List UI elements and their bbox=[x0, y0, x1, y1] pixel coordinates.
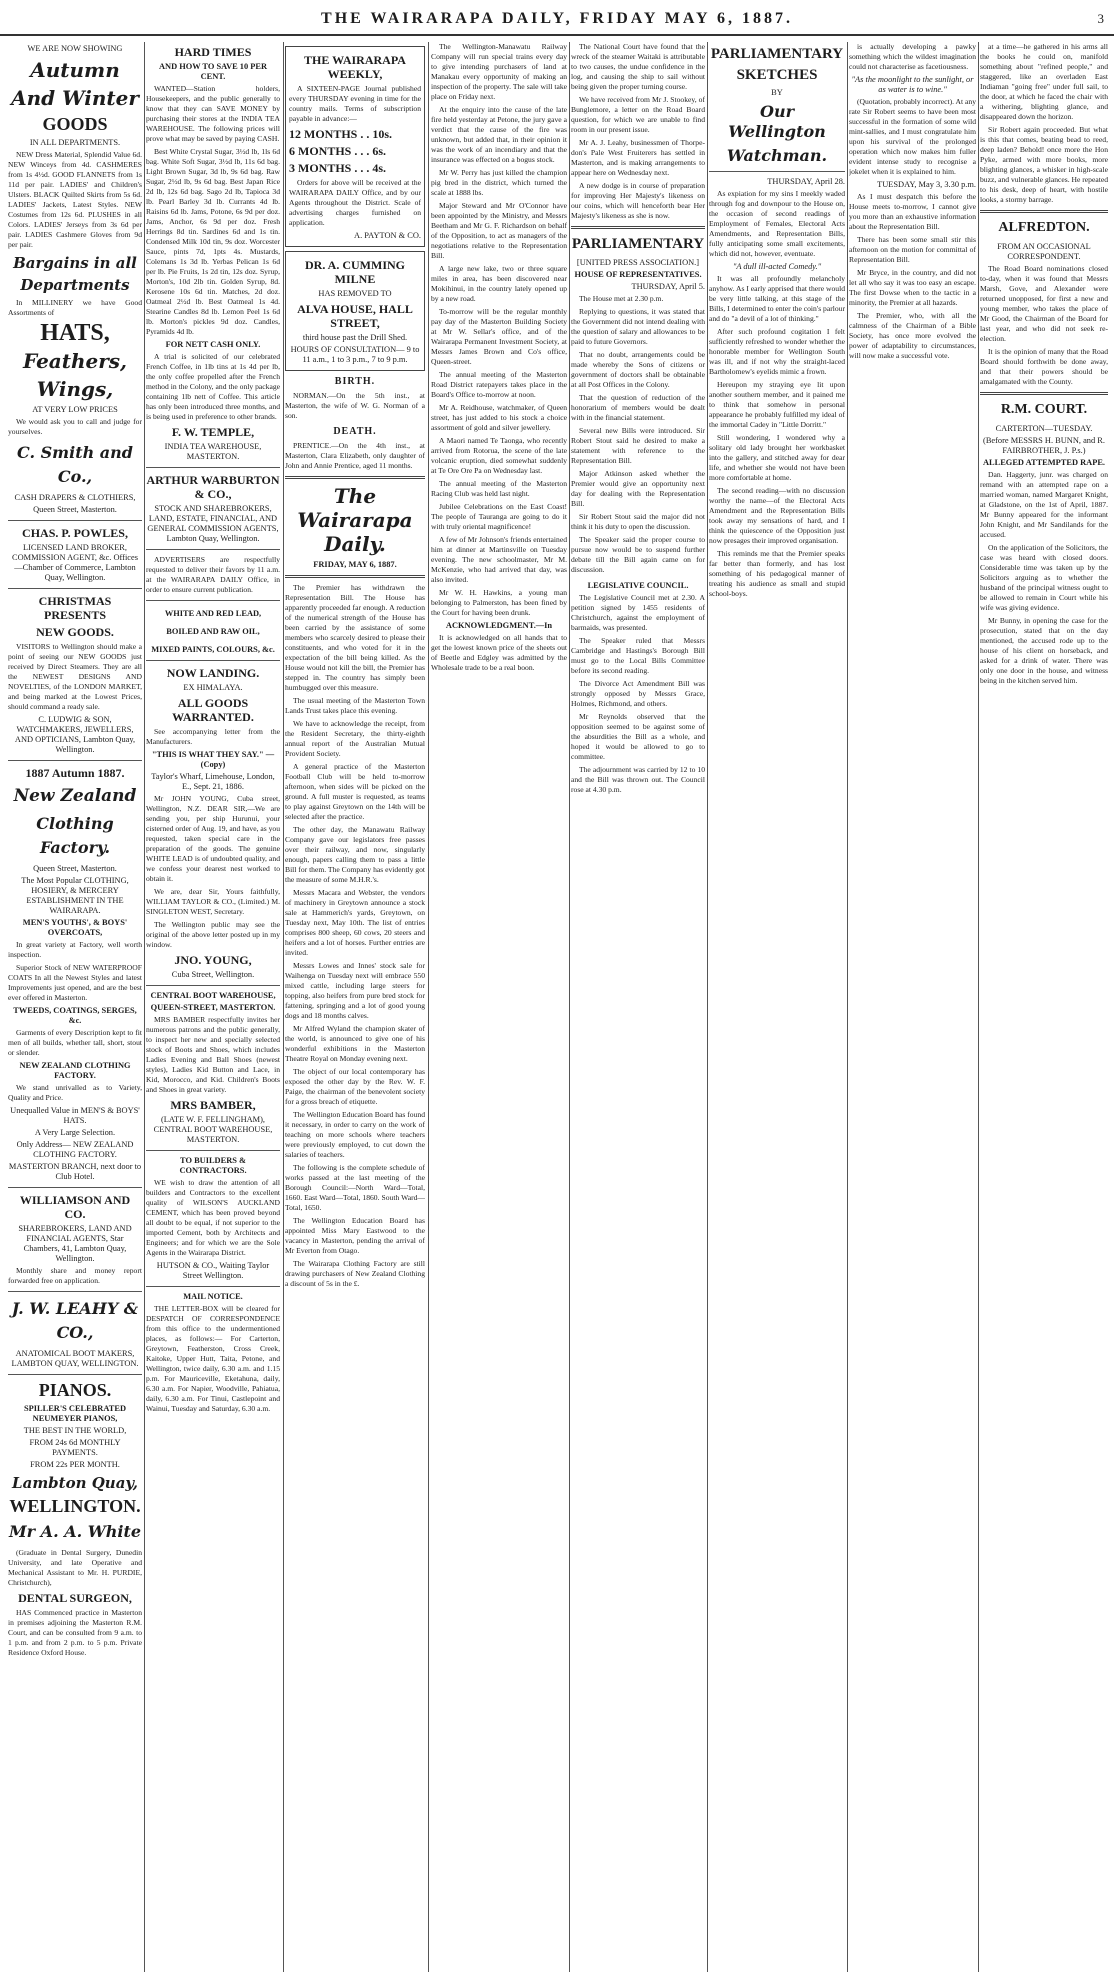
news-paragraph: It was all profoundly melancholy anyhow. As I early apprised that there would be very little talking, at this stage of the Bills, I determined to enter the coin's parlour and do "a devil of a lot of thinking." bbox=[709, 274, 845, 323]
divider bbox=[285, 575, 425, 578]
news-paragraph: The second reading—with no discussion worthy the name—of the Electoral Acts Amendment and the Representation Bills took away my sensations of hard, and I think the quiescence of the Opposition just now presages their improved organisation. bbox=[709, 486, 845, 545]
ad-text: Monthly share and money report forwarded free on application. bbox=[8, 1266, 142, 1285]
advertiser-name: J. W. LEAHY & CO., bbox=[11, 1299, 139, 1342]
ad-text: THE BEST IN THE WORLD, bbox=[23, 1426, 127, 1435]
news-paragraph: A Maori named Te Taonga, who recently arrived from Rotorua, the scene of the late volcanic eruption, died somewhat suddenly at Te Ore Ore Pa on Wednesday last. bbox=[431, 436, 567, 475]
ad-subtitle: CASH DRAPERS & CLOTHIERS, bbox=[14, 493, 136, 502]
column-7 bbox=[849, 42, 976, 1972]
news-paragraph: This reminds me that the Premier speaks far better than formerly, and has lost something of his pedagogical manner of treating his audience as small and stupid school-boys. bbox=[709, 549, 845, 598]
ad-text: We stand unrivalled as to Variety, Quality and Price. bbox=[8, 1083, 142, 1102]
ad-title-wings: Wings, bbox=[36, 377, 114, 401]
births-heading: BIRTH. bbox=[334, 376, 376, 387]
section-subheading: [UNITED PRESS ASSOCIATION.] bbox=[576, 258, 700, 267]
column-rule bbox=[283, 42, 284, 1972]
divider bbox=[8, 760, 142, 761]
news-paragraph: The Legislative Council met at 2.30. A petition signed by 1455 residents of Christchurch, against the employment of barmaids, was presented. bbox=[571, 593, 705, 632]
leader-paragraph: The object of our local contemporary has exposed the other day by the Rev. W. F. Paige, the chairman of the benevolent society for a gross breach of etiquette. bbox=[285, 1067, 425, 1106]
section-heading: SKETCHES bbox=[736, 67, 818, 83]
price-list: Best White Crystal Sugar, 3½d lb, 1ls 6d bag. White Soft Sugar, 3½d lb, 11s 6d bag. Light Brown Sugar, 3d lb, 9s 6d bag. Raw Sugar, 2½d lb, 9s 6d bag. Best Japan Rice 2d lb, 12s 6d bag. Sago 2d lb, Tapioca 3d lb. Pearl Barley 3d lb. Currants 4d lb. Raisins 6d lb. Jams, Potone, 6s 9d per doz. Jams, Anchor, 6s 9d per doz. Fresh Herrings 8d tin. Sardines 6d and 1s tin. Condensed Milk 10d tin, 9s doz. Worcester Sauce, pints 7d, 1pts 4s. Mustards, Colemans 1s 3d lb. Yerbas Pelican 1s 6d per lb. Pie Fruits, 1s 2d tin, 12s doz. Syrup, Morton's, 10d 2lb tin. Golden Syrup, 8d. Kerosene 10s 6d tin. Matches, 2d doz. Oatmeal 2½d lb. Best Oatmeal 1s 4d. Stearine Candles 8d lb. Lemon Peel 1s 6d lb. Morton's pickles 9d doz. Candles, Pyramids 4d lb. bbox=[146, 147, 280, 336]
column-rule bbox=[569, 42, 570, 1972]
ad-address: MASTERTON BRANCH, next door to Club Hotel. bbox=[8, 1162, 142, 1181]
ad-subtitle: SHAREBROKERS, LAND AND FINANCIAL AGENTS, Star Chambers, 41, Lambton Quay, Wellington. bbox=[18, 1224, 132, 1263]
ad-title-goods: GOODS bbox=[42, 114, 108, 134]
ad-text: Superior Stock of NEW WATERPROOF COATS In all the Newest Styles and latest Improvements just opened, and are the best ever offered in Masterton. bbox=[8, 963, 142, 1002]
weekly-box bbox=[285, 46, 425, 247]
divider bbox=[146, 1150, 280, 1151]
advertiser-name: C. LUDWIG & SON, WATCHMAKERS, JEWELLERS, AND OPTICIANS, Lambton Quay, Wellington. bbox=[14, 715, 136, 754]
rate-line: 3 MONTHS . . . 4s. bbox=[289, 161, 387, 175]
news-paragraph: The adjournment was carried by 12 to 10 and the Bill was thrown out. The Council rose at 4.30 p.m. bbox=[571, 765, 705, 794]
news-paragraph: Jubilee Celebrations on the East Coast! The people of Tauranga are going to do it with truly oriental magnificence! bbox=[431, 502, 567, 531]
news-paragraph: The National Court have found that the wreck of the steamer Waitaki is attributable to two causes, the undue confidence in the log, and causing the ship to sail without being given the proper turning course. bbox=[571, 42, 705, 91]
ad-title: TO BUILDERS & CONTRACTORS. bbox=[179, 1156, 247, 1175]
news-paragraph: That the question of reduction of the honorarium of members would be dealt with in the financial statement. bbox=[571, 393, 705, 422]
column-6 bbox=[709, 42, 845, 1972]
news-paragraph: Mr A. J. Leahy, businessmen of Thorpe-don's Pale West Fruiterers has settled in Masterton, and is making arrangements to appear here on Wednesday next. bbox=[571, 138, 705, 177]
ad-text: A Very Large Selection. bbox=[34, 1128, 116, 1137]
section-heading: PARLIAMENTARY bbox=[710, 46, 844, 62]
advertiser-name: JNO. YOUNG, bbox=[174, 953, 252, 967]
section-date: THURSDAY, April 28. bbox=[767, 177, 845, 186]
leader-paragraph: Messrs Macara and Webster, the vendors of machinery in Greytown announce a stock sale at Hammerich's yards, Greytown, on Tuesday next, May 10th. The list of entries comprises 800 sheep, 60 cows, 20 steers and heifers and a lot of horses. Further entries are invited. bbox=[285, 888, 425, 957]
column-5 bbox=[571, 42, 705, 1972]
news-paragraph: We have received from Mr J. Stookey, of Bunglemore, a letter on the Road Board question, for which we are unable to find room in our present issue. bbox=[571, 95, 705, 134]
ad-address: Queen Street, Masterton. bbox=[33, 505, 117, 514]
news-paragraph: The Wellington-Manawatu Railway Company will run special trains every day to give intending purchasers of land at Manakau every opportunity of making an inspection of the property. The sale will take place on Friday next. bbox=[431, 42, 567, 101]
divider bbox=[980, 392, 1108, 395]
death-notice: PRENTICE.—On the 4th inst., at Masterton, Clara Elizabeth, only daughter of John and Annie Prentice, aged 11 months. bbox=[285, 441, 425, 470]
section-date: TUESDAY, May 3, 3.30 p.m. bbox=[877, 180, 976, 189]
leader-paragraph: The Wellington Education Board has appointed Miss Mary Eastwood to the vacancy in Masterton, pending the arrival of Mr Everton from Otago. bbox=[285, 1216, 425, 1255]
news-paragraph: Major Steward and Mr O'Connor have been appointed by the Ministry, and Messrs Beetham and Mr G. F. Richardson on behalf of the Opposition, to act as managers of the negotiations relative to the Representation Bill. bbox=[431, 201, 567, 260]
news-paragraph: It is acknowledged on all hands that to get the lowest known price of the sheets out of Beetle and Edgley was admitted by the Wholesale trade to be a real boon. bbox=[431, 633, 567, 672]
ad-subtitle: (LATE W. F. FELLINGHAM), CENTRAL BOOT WAREHOUSE, MASTERTON. bbox=[153, 1115, 273, 1144]
notice-text: THE LETTER-BOX will be cleared for DESPATCH OF CORRESPONDENCE from this office to the undermentioned places, as follows:— For Carterton, Greytown, Featherston, Cross Creek, Kaitoke, Upper Hutt, Taita, Petone, and Wellington, twice daily, 6.30 a.m. and 1.15 p.m. For Mauriceville, Eketahuna, daily, 6.30 a.m. For Napier, Woodville, Pahiatua, daily, 6.30 a.m. For Tinui, Castlepoint and Wainui, Tuesday and Saturday, 6.30 a.m. bbox=[146, 1304, 280, 1413]
news-paragraph: As expiation for my sins I meekly waded through fog and downpour to the House on, the occasion of second readings of Employment of Females, Electoral Acts Amendments, and Representation Bills, fully anticipating some small excitements, which did not, however, eventuate. bbox=[709, 189, 845, 258]
news-paragraph: The annual meeting of the Masterton Road District ratepayers takes place in the Board's Office to-morrow at noon. bbox=[431, 370, 567, 399]
ad-text: FROM 22s PER MONTH. bbox=[30, 1460, 120, 1469]
ad-subtitle: TWEEDS, COATINGS, SERGES, &c. bbox=[13, 1006, 137, 1025]
leader-paragraph: The following is the complete schedule of works passed at the last meeting of the Borough Council:—North Ward—Total, 1660. East Ward—Total, 1860. South Ward—Total, 1650. bbox=[285, 1163, 425, 1212]
news-paragraph: After such profound cogitation I felt sufficiently refreshed to wonder whether the honorable member for Wellington South was ill, and if not why the straight-laced Bartholomew's eyelids mimic a frown. bbox=[709, 327, 845, 376]
ad-text: In MILLINERY we have Good Assortments of bbox=[8, 298, 142, 317]
ad-title-pianos: PIANOS. bbox=[38, 1380, 112, 1400]
ad-text: HOURS OF CONSULTATION— 9 to 11 a.m., 1 to 3 p.m., 7 to 9 p.m. bbox=[290, 345, 420, 364]
news-paragraph: To-morrow will be the regular monthly pay day of the Masterton Building Society at Mr W. Sellar's office, and of the Wairarapa Permanent Investment Society, at Messrs James Brown and Co's office, Queen-street. bbox=[431, 307, 567, 366]
ad-title: NOW LANDING. bbox=[166, 666, 260, 680]
ad-text: Orders for above will be received at the WAIRARAPA DAILY Office, and by our Agents throughout the District. Scale of advertising charges furnished on application. bbox=[289, 178, 421, 227]
ad-subtitle: FOR NETT CASH ONLY. bbox=[165, 340, 261, 349]
ad-subtitle: EX HIMALAYA. bbox=[183, 683, 243, 692]
column-2 bbox=[146, 42, 280, 1972]
section-subheading: CARTERTON—TUESDAY. bbox=[995, 424, 1093, 433]
news-paragraph: Mr W. Perry has just killed the champion pig bred in the district, which turned the scale at 1888 lbs. bbox=[431, 168, 567, 197]
masthead-title: THE WAIRARAPA DAILY, FRIDAY MAY 6, 1887. bbox=[321, 10, 793, 27]
advertiser-name: C. Smith and Co., bbox=[17, 443, 133, 486]
news-paragraph: The annual meeting of the Masterton Racing Club was held last night. bbox=[431, 479, 567, 498]
ad-title-factory: Clothing Factory. bbox=[36, 814, 114, 857]
leader-paragraph: The Wellington Education Board has found it necessary, in order to carry on the work of teaching on more schools where teachers were previously employed, to cut down the salaries of teachers. bbox=[285, 1110, 425, 1159]
ad-text: HAS Commenced practice in Masterton in premises adjoining the Masterton R.M. Court, and can be consulted from 9 a.m. to 1 p.m. and from 2 p.m. to 5 p.m. Private Residence Oxford House. bbox=[8, 1608, 142, 1657]
ad-text: LICENSED LAND BROKER, COMMISSION AGENT, &c. Offices—Chamber of Commerce, Lambton Quay, Wellington. bbox=[11, 543, 138, 582]
divider bbox=[8, 1291, 142, 1292]
news-paragraph: The Speaker said the proper course to pursue now would be to suspend further debate till the Bill again came on for discussion. bbox=[571, 535, 705, 574]
news-paragraph: Mr A. Reidhouse, watchmaker, of Queen street, has just added to his stock a choice assortment of gold and silver jewellery. bbox=[431, 403, 567, 432]
ad-address: Lambton Quay, bbox=[12, 1474, 138, 1492]
news-paragraph: Sir Robert Stout said the major did not think it his duty to open the discussion. bbox=[571, 512, 705, 531]
news-paragraph: The House met at 2.30 p.m. bbox=[579, 294, 664, 303]
leader-paragraph: Messrs Lowes and Innes' stock sale for Waihenga on Tuesday next will embrace 550 mixed cattle, including large steers for topping, also heifers from pure bred stock for fattening, springing and a lot of good young dogs and 18 months calves. bbox=[285, 961, 425, 1020]
leader-paragraph: Mr Alfred Wyland the champion skater of the world, is announced to give one of his wonderful exhibitions in the Masterton Theatre Royal on Monday evening next. bbox=[285, 1024, 425, 1063]
ad-title: CHRISTMAS PRESENTS bbox=[38, 594, 112, 622]
ad-text: Unequalled Value in MEN'S & BOYS' HATS. bbox=[10, 1106, 140, 1125]
doctor-box bbox=[285, 251, 425, 371]
ad-text: In great variety at Factory, well worth inspection. bbox=[8, 940, 142, 959]
news-paragraph: Still wondering, I wondered why a solitary old lady brought her workbasket into the gallery, and stitched away for dear life, and whether she would not have been more comfortable at home. bbox=[709, 433, 845, 482]
news-paragraph: The Divorce Act Amendment Bill was strongly opposed by Messrs Grace, Holmes, Richmond, and others. bbox=[571, 679, 705, 708]
column-rule bbox=[847, 42, 848, 1972]
ad-title-winter: And Winter bbox=[11, 86, 139, 110]
news-paragraph: A large new lake, two or three square miles in area, has been discovered near Mokihinui, in the country lately opened up by a new road. bbox=[431, 264, 567, 303]
news-paragraph: The Speaker ruled that Messrs Cambridge and Hastings's Borough Bill must go to the Local Bills Committee before its second reading. bbox=[571, 636, 705, 675]
leader-paragraph: A general practice of the Masterton Football Club will be held to-morrow afternoon, when sides will be picked on the ground. A full muster is requested, as teams to play against Greytown on the 14th will be selected after the practice. bbox=[285, 762, 425, 821]
ad-subtitle: SPILLER'S CELEBRATED NEUMEYER PIANOS, bbox=[23, 1404, 126, 1423]
news-paragraph: The Premier, who, with all the calmness of the Chairman of a Bible Society, has once more evolved the power of adaptability to circumstances, will now make a successful vote. bbox=[849, 311, 976, 360]
divider bbox=[146, 1286, 280, 1287]
news-paragraph: Mr Bryce, in the country, and did not let all who say it was too easy an escape. The first Dowse when to the tactic in a minority, the Premier at all hazards. bbox=[849, 268, 976, 307]
ad-title: 1887 Autumn 1887. bbox=[25, 766, 125, 780]
byline-name: Watchman. bbox=[726, 146, 828, 165]
section-subheading: LEGISLATIVE COUNCIL. bbox=[587, 581, 689, 590]
divider bbox=[285, 476, 425, 479]
column-4 bbox=[431, 42, 567, 1972]
section-date: THURSDAY, April 5. bbox=[631, 282, 705, 291]
ad-title-hats: HATS, bbox=[40, 320, 110, 346]
ad-text: VISITORS to Wellington should make a point of seeing our NEW GOODS just received by Direct Steamers. They are all the NEWEST DESIGNS AND NOVELTIES, of the LONDON MARKET, and being marked at the Lowest Prices, should command a ready sale. bbox=[8, 642, 142, 711]
section-subheading: HOUSE OF REPRESENTATIVES. bbox=[574, 270, 702, 279]
letter-close: We are, dear Sir, Yours faithfully, WILLIAM TAYLOR & CO., (Limited.) M. SINGLETON WEST, Secretary. bbox=[146, 887, 280, 916]
divider bbox=[146, 600, 280, 601]
column-1 bbox=[8, 42, 142, 1972]
news-paragraph: Sir Robert again proceeded. But what is this that comes, beating bead to reed, deep laden? Behold! once more the Hon Pyke, armed with more books, more blighting glances, a whisker in high-scale buzz, and vulnerable glances. He repeated to his desk, deep of heart, with hostile looks, a stormy barrage. bbox=[980, 125, 1108, 204]
leader-paragraph: We have to acknowledge the receipt, from the Resident Secretary, the thirty-eighth annual report of the Australian Mutual Provident Society. bbox=[285, 719, 425, 758]
section-heading: ALFREDTON. bbox=[998, 220, 1090, 235]
quotation: "As the moonlight to the sunlight, or as water is to wine." bbox=[851, 75, 974, 94]
ad-subtitle: STOCK AND SHAREBROKERS, LAND, ESTATE, FINANCIAL, AND GENERAL COMMISSION AGENTS, Lambton Quay, Wellington. bbox=[147, 504, 279, 543]
news-paragraph: Major Atkinson asked whether the Premier would give an opportunity next day for dealing with the Representation Bill. bbox=[571, 469, 705, 508]
letter-body: Mr JOHN YOUNG, Cuba street, Wellington, N.Z. DEAR SIR,—We are sending you, per ship Hurunui, your cisterned order of Aug. 19, and have, as you requested, taken special care in the preparation of the goods. The genuine WHITE LEAD is of undoubted quality, and we confess your dearest nest worked to obtain it. bbox=[146, 794, 280, 883]
column-rule bbox=[144, 42, 145, 1972]
news-paragraph: at a time—he gathered in his arms all the books he could on, manifold something about "refined people," and staggered, like an overladen East Indiaman "going free" under full sail, to the door, at which he faced the chair with a withering, blighting glance, and disappeared down the horizon. bbox=[980, 42, 1108, 121]
news-paragraph: Hereupon my straying eye lit upon another southern member, and it pained me to think that somehow in personal appearance he probably fulfilled my ideal of the immortal Cadey in "Little Dorritt." bbox=[709, 380, 845, 429]
news-paragraph: On the application of the Solicitors, the case was heard with closed doors. Considerable time was taken up by the Solicitors arguing as to whether the husband of the principal witness ought to be allowed to remain in Court while his wife was giving evidence. bbox=[980, 543, 1108, 612]
news-paragraph: There has been some small stir this afternoon on the motion for committal of Representation Bill. bbox=[849, 235, 976, 264]
news-paragraph: It is the opinion of many that the Road Board should forthwith be done away, and that their powers should be amalgamated with the County. bbox=[980, 347, 1108, 386]
paper-date: FRIDAY, MAY 6, 1887. bbox=[313, 560, 397, 569]
ad-text: A SIXTEEN-PAGE Journal published every THURSDAY evening in time for the country mails. Terms of subscription payable in advance:— bbox=[289, 84, 421, 123]
quotation: "A dull ill-acted Comedy." bbox=[732, 262, 822, 271]
ad-title: CENTRAL BOOT WAREHOUSE, bbox=[150, 991, 276, 1000]
section-subheading: FROM AN OCCASIONAL CORRESPONDENT. bbox=[997, 242, 1091, 261]
paper-title: The Wairarapa Daily. bbox=[297, 484, 413, 556]
ad-address: Queen Street, Masterton. bbox=[33, 864, 117, 873]
divider bbox=[8, 1187, 142, 1188]
divider bbox=[980, 210, 1108, 213]
notice-text: ADVERTISERS are respectfully requested to deliver their favors by 11 a.m. at the WAIRARAPA DAILY Office, in order to ensure current publication. bbox=[146, 555, 280, 594]
advertiser-name: WILLIAMSON AND CO. bbox=[19, 1193, 131, 1221]
news-paragraph: is actually developing a pawky something which the wildest imagination could not characterise as facetiousness. bbox=[849, 42, 976, 71]
ad-subtitle: INDIA TEA WAREHOUSE, MASTERTON. bbox=[164, 442, 262, 461]
news-paragraph: (Quotation, probably incorrect). At any rate Sir Robert seems to have been most successful in the formation of some wild mint-sallies, and I must congratulate him upon his survival of the prolonged operation which now makes him fuller evident intense study to recognise a jokelet when it is explained to him. bbox=[849, 97, 976, 176]
ad-text: WANTED—Station holders, Housekeepers, and the public generally to know that they can SAVE MONEY by purchasing their stores at the INDIA TEA WAREHOUSE. The following prices will prove what may be saved by paying CASH. bbox=[146, 84, 280, 143]
ad-text: See accompanying letter from the Manufacturers. bbox=[146, 727, 280, 746]
ad-title-bargains: Bargains in all bbox=[13, 254, 137, 272]
ad-title-nz: New Zealand bbox=[13, 786, 137, 806]
advertiser-name: DR. A. CUMMING MILNE bbox=[305, 258, 405, 286]
column-rule bbox=[428, 42, 429, 1972]
news-paragraph: Mr Bunny, in opening the case for the prosecution, stated that on the day mentioned, the accused rode up to the house of his client on horseback, and asked for a drink of water. There was only one door in the house, and witness being in the kitchen served him. bbox=[980, 616, 1108, 685]
news-paragraph: Dan. Haggerty, junr. was charged on remand with an attempted rape on a married woman, named Margaret Knight, at Gladstone, on the 1st of April, 1887. Mr Bunny appeared for the informant John Knight, and Mr Sandilands for the accused. bbox=[980, 470, 1108, 539]
ad-address: Cuba Street, Wellington. bbox=[171, 970, 255, 979]
advertiser-name: A. PAYTON & CO. bbox=[354, 231, 421, 240]
ad-subtitle: AND HOW TO SAVE 10 PER CENT. bbox=[158, 62, 268, 81]
section-subheading: (Before MESSRS H. BUNN, and R. FAIRBROTHER, J. P.s.) bbox=[983, 436, 1105, 455]
ad-text: We would ask you to call and judge for yourselves. bbox=[8, 417, 142, 436]
ad-subtitle: DENTAL SURGEON, bbox=[18, 1591, 132, 1605]
news-paragraph: As I must despatch this before the House meets to-morrow, I cannot give you more than an exhaustive information about the Representation Bill. bbox=[849, 192, 976, 231]
section-heading: R.M. COURT. bbox=[1000, 402, 1088, 417]
ad-title: ALL GOODS WARRANTED. bbox=[172, 696, 254, 724]
news-paragraph: Mr W. H. Hawkins, a young man belonging to Palmerston, has been fined by the Court for having been drunk. bbox=[431, 588, 567, 617]
letter-from: Taylor's Wharf, Limehouse, London, E., Sept. 21, 1886. bbox=[151, 772, 275, 791]
masthead bbox=[0, 8, 1114, 36]
ad-title: MIXED PAINTS, COLOURS, &c. bbox=[151, 645, 275, 654]
ad-title-feathers: Feathers, bbox=[22, 349, 128, 373]
news-paragraph: A few of Mr Johnson's friends entertained him at dinner at Martinsville on Tuesday evening. The new schoolmaster, Mr M. McKenzie, who had arrived that day, was also invited. bbox=[431, 535, 567, 584]
advertiser-name: MRS BAMBER, bbox=[170, 1098, 256, 1112]
ad-address: WELLINGTON. bbox=[9, 1496, 141, 1516]
advertiser-name: HUTSON & CO., Waiting Taylor Street Wellington. bbox=[156, 1261, 270, 1280]
ad-text: WE wish to draw the attention of all builders and Contractors to the excellent quality of WILSON'S AUCKLAND CEMENT, which has been proved beyond all doubt to be equal, if not superior to the imported Cement, both by Architects and Engineers; and for which we are the Sole Agents in the Wairarapa District. bbox=[146, 1178, 280, 1257]
column-rule bbox=[978, 42, 979, 1972]
ad-subtitle: MEN'S YOUTHS', & BOYS' OVERCOATS, bbox=[22, 918, 128, 937]
ad-title-autumn: Autumn bbox=[30, 58, 120, 82]
divider bbox=[709, 171, 845, 172]
notice-title: MAIL NOTICE. bbox=[183, 1292, 243, 1301]
advertiser-name: Mr A. A. White bbox=[8, 1522, 142, 1541]
ad-text: MRS BAMBER respectfully invites her numerous patrons and the public generally, to inspect her new and specially selected stock of Boots and Shoes, which includes Ladies Evening and Ball Shoes (newest styles), Ladies Kid Button and Lace, in Kid, Morocco, and Kid. Children's Boots and Shoes in great variety. bbox=[146, 1015, 280, 1094]
ad-subtitle: IN ALL DEPARTMENTS. bbox=[29, 138, 121, 147]
ad-subtitle: NEW GOODS. bbox=[36, 625, 114, 639]
ad-title: HARD TIMES bbox=[174, 45, 252, 59]
advertiser-name: CHAS. P. POWLES, bbox=[22, 526, 128, 540]
byline-name: Our Wellington bbox=[728, 102, 826, 141]
news-paragraph: That no doubt, arrangements could be made whereby the Sons of citizens or government of doctors shall be obtainable at all Post Offices in the Colony. bbox=[571, 350, 705, 389]
divider bbox=[571, 226, 705, 229]
leader-paragraph: The other day, the Manawatu Railway Company gave our legislators free passes over their railway, and now, singularly enough, papers calling them to pass a little Bill for them. The Company has evidently got the measure of some M.H.R.'s. bbox=[285, 825, 425, 884]
deaths-heading: DEATH. bbox=[333, 426, 377, 437]
birth-notice: NORMAN.—On the 5th inst., at Masterton, the wife of W. G. Norman of a son. bbox=[285, 391, 425, 420]
divider bbox=[146, 985, 280, 986]
rate-line: 12 MONTHS . . 10s. bbox=[289, 127, 393, 141]
column-3 bbox=[285, 42, 425, 1972]
ad-text: The Most Popular CLOTHING, HOSIERY, & MERCERY ESTABLISHMENT IN THE WAIRARAPA. bbox=[21, 876, 129, 915]
column-rule bbox=[707, 42, 708, 1972]
news-paragraph: A new dodge is in course of preparation for improving Her Majesty's likeness on our coins, which will henceforth bear Her Majesty's likeness as she is now. bbox=[571, 181, 705, 220]
ad-text: The Wellington public may see the original of the above letter posted up in my window. bbox=[146, 920, 280, 949]
ad-title: BOILED AND RAW OIL, bbox=[166, 627, 260, 636]
news-paragraph: The Road Board nominations closed to-day, when it was found that Messrs Marsh, Gove, and Alexander were returned unopposed, for first a new and young member, who takes the place of Mr Good, the Chairman of the Board for last year, and who did not seek re-election. bbox=[980, 264, 1108, 343]
case-heading: ALLEGED ATTEMPTED RAPE. bbox=[983, 458, 1105, 467]
ad-address: QUEEN-STREET, MASTERTON. bbox=[150, 1003, 276, 1012]
section-heading: PARLIAMENTARY bbox=[571, 236, 705, 252]
ad-heading: WE ARE NOW SHOWING bbox=[27, 44, 123, 53]
news-paragraph: At the enquiry into the cause of the late fire held yesterday at Petone, the jury gave a verdict that the cause of the fire was unknown, but added that, in their opinion it was the work of an incendiary and that the insurance was effected on a bogus stock. bbox=[431, 105, 567, 164]
divider bbox=[146, 660, 280, 661]
ad-subtitle: NEW ZEALAND CLOTHING FACTORY. bbox=[19, 1061, 131, 1080]
ad-title-departments: Departments bbox=[20, 276, 130, 294]
news-paragraph: Mr Reynolds observed that the opposition seemed to be against some of the absurdities the Bill as a whole, and hoped it would be allowed to go to committee. bbox=[571, 712, 705, 761]
divider bbox=[8, 1374, 142, 1375]
leader-paragraph: The Premier has withdrawn the Representation Bill. The House has apparently proceeded far enough. A reduction of the numerical strength of the House has been carried by the assistance of some members who scarcely desired to please their constituents, and who voted for it in the expectation of the bill being killed. As the House would not kill the bill, the Premier has stepped in. The country has simply been humbugged over this measure. bbox=[285, 583, 425, 692]
ad-text: HAS REMOVED TO bbox=[318, 289, 392, 298]
letter-title: "THIS IS WHAT THEY SAY." —(Copy) bbox=[151, 750, 275, 769]
ad-text: A trial is solicited of our celebrated French Coffee, in 1lb tins at 1s 4d per lb, the only coffee propelled after the French method in the Colony, and the only package containing 1lb nett of Coffee. This article has only been introduced three months, and is being used in preference to other brands. bbox=[146, 352, 280, 421]
ad-title: THE WAIRARAPA WEEKLY, bbox=[304, 53, 406, 81]
byline-by: BY bbox=[771, 88, 783, 97]
ad-text: FROM 24s 6d MONTHLY PAYMENTS. bbox=[29, 1438, 121, 1457]
leader-paragraph: The Wairarapa Clothing Factory are still drawing purchasers of New Zealand Clothing a discount of 5s in the £. bbox=[285, 1259, 425, 1288]
ad-title: WHITE AND RED LEAD, bbox=[164, 609, 262, 618]
section-heading: ACKNOWLEDGMENT.—In bbox=[445, 621, 553, 630]
news-paragraph: Replying to questions, it was stated that the Government did not intend dealing with the question of salary and allowances to be paid to future Governors. bbox=[571, 307, 705, 346]
advertiser-name: F. W. TEMPLE, bbox=[171, 425, 255, 439]
ad-text: (Graduate in Dental Surgery, Dunedin University, and late Operative and Mechanical Assistant to Mr. H. PURDIE, Christchurch), bbox=[8, 1548, 142, 1587]
ad-text: Garments of every Description kept to fit men of all builds, whether tall, short, stout or slender. bbox=[8, 1028, 142, 1057]
divider bbox=[8, 520, 142, 521]
leader-paragraph: The usual meeting of the Masterton Town Lands Trust takes place this evening. bbox=[285, 696, 425, 715]
ad-address: ALVA HOUSE, HALL STREET, bbox=[297, 302, 413, 330]
ad-text: NEW Dress Material, Splendid Value 6d. NEW Winceys from 4d. CASHMERES from 1s 4½d. GOOD FLANNETS from 1s 11d per pair. LADIES' and Children's Ulsters. BLACK Quilted Skirts from 5s 6d. LADIES' Jackets, Latest Styles. NEW Costumes from 12s 6d. PLUSHES in all Colors. LADIES' Jerseys from 3s 6d per pair. LADIES Cashmere Gloves from 9d per pair. bbox=[8, 150, 142, 249]
divider bbox=[146, 467, 280, 468]
divider bbox=[146, 549, 280, 550]
column-8 bbox=[980, 42, 1108, 1972]
page-number: 3 bbox=[1097, 11, 1104, 26]
ad-text: Only Address— NEW ZEALAND CLOTHING FACTORY. bbox=[16, 1140, 134, 1159]
ad-text: third house past the Drill Shed. bbox=[302, 333, 408, 342]
divider bbox=[8, 588, 142, 589]
rate-line: 6 MONTHS . . . 6s. bbox=[289, 144, 387, 158]
advertiser-name: ARTHUR WARBURTON & CO., bbox=[146, 473, 280, 501]
ad-text: AT VERY LOW PRICES bbox=[32, 405, 118, 414]
news-paragraph: Several new Bills were introduced. Sir Robert Stout said he desired to make a statement with reference to the Representation Bill. bbox=[571, 426, 705, 465]
ad-subtitle: ANATOMICAL BOOT MAKERS, LAMBTON QUAY, WELLINGTON. bbox=[11, 1349, 139, 1368]
